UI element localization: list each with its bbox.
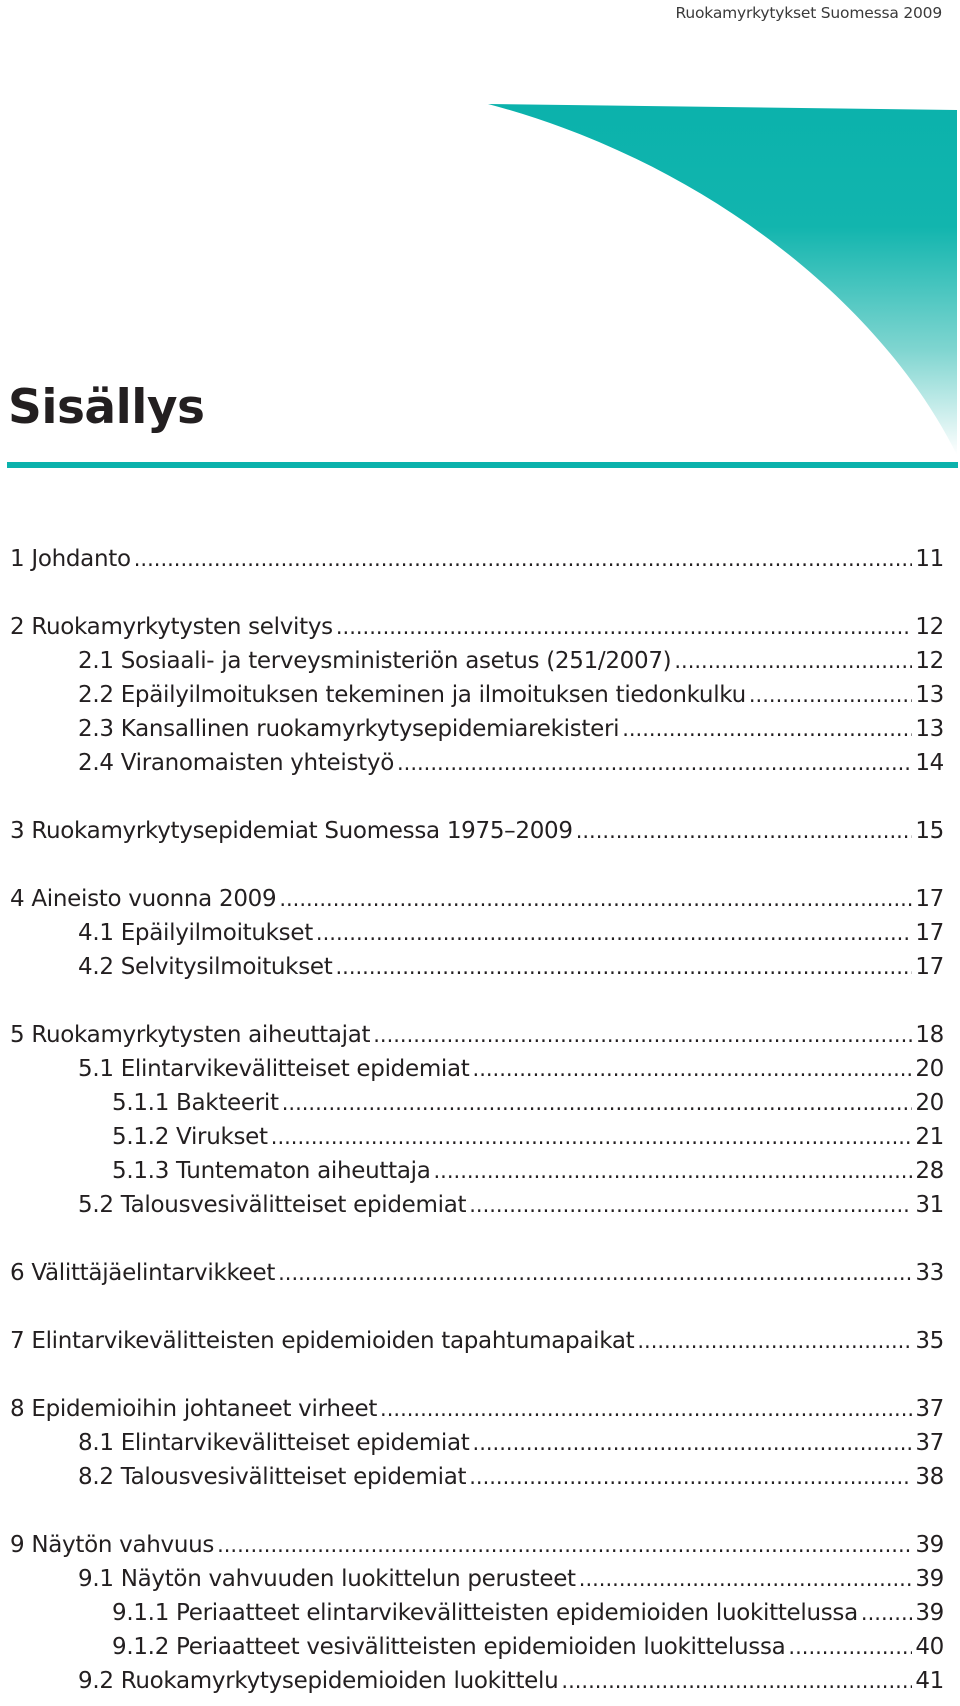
running-header: Ruokamyrkytykset Suomessa 2009	[675, 4, 942, 22]
toc-entry-label: 2.4 Viranomaisten yhteistyö	[78, 750, 394, 776]
toc-entry-page-number: 17	[915, 920, 944, 946]
dot-leader	[861, 1596, 912, 1630]
toc-entry[interactable]	[10, 1120, 944, 1154]
toc-entry-page-number: 37	[915, 1396, 944, 1422]
dot-leader	[278, 1256, 912, 1290]
dot-leader	[561, 1664, 912, 1698]
toc-entry-label: 9.2 Ruokamyrkytysepidemioiden luokittelu	[78, 1668, 559, 1694]
toc-entry[interactable]	[10, 1086, 944, 1120]
toc-entry-label: 5.1 Elintarvikevälitteiset epidemiat	[78, 1056, 470, 1082]
toc-entry-label: 5.1.3 Tuntematon aiheuttaja	[112, 1158, 431, 1184]
toc-entry-label: 4.2 Selvitysilmoitukset	[78, 954, 333, 980]
dot-leader	[579, 1562, 913, 1596]
toc-entry-page-number: 37	[915, 1430, 944, 1456]
toc-entry-page-number: 20	[915, 1056, 944, 1082]
toc-entry[interactable]	[10, 1188, 944, 1222]
dot-leader	[469, 1188, 912, 1222]
dot-leader	[397, 746, 912, 780]
dot-leader	[576, 814, 913, 848]
toc-entry-page-number: 17	[915, 886, 944, 912]
toc-entry-page-number: 17	[915, 954, 944, 980]
toc-entry-page-number: 21	[915, 1124, 944, 1150]
toc-entry[interactable]	[10, 1528, 944, 1562]
dot-leader	[134, 542, 913, 576]
toc-entry-label: 7 Elintarvikevälitteisten epidemioiden tapahtumapaikat	[10, 1328, 635, 1354]
toc-entry[interactable]	[10, 1630, 944, 1664]
dot-leader	[637, 1324, 912, 1358]
toc-entry[interactable]	[10, 1392, 944, 1426]
dot-leader	[622, 712, 912, 746]
toc-entry[interactable]	[10, 1460, 944, 1494]
toc-entry-page-number: 38	[915, 1464, 944, 1490]
toc-entry[interactable]	[10, 542, 944, 576]
toc-entry[interactable]	[10, 1426, 944, 1460]
dot-leader	[749, 678, 912, 712]
toc-entry[interactable]	[10, 1018, 944, 1052]
toc-entry-label: 5.1.1 Bakteerit	[112, 1090, 279, 1116]
toc-entry-page-number: 33	[915, 1260, 944, 1286]
dot-leader	[674, 644, 912, 678]
title-underline	[7, 462, 958, 468]
toc-entry-label: 5.2 Talousvesivälitteiset epidemiat	[78, 1192, 467, 1218]
toc-entry[interactable]	[10, 1154, 944, 1188]
toc-entry-page-number: 41	[915, 1668, 944, 1694]
dot-leader	[380, 1392, 912, 1426]
toc-entry-page-number: 39	[915, 1566, 944, 1592]
toc-entry-page-number: 12	[915, 614, 944, 640]
toc-entry-page-number: 13	[915, 682, 944, 708]
toc-entry-label: 5 Ruokamyrkytysten aiheuttajat	[10, 1022, 371, 1048]
toc-entry-label: 9.1.2 Periaatteet vesivälitteisten epidemioiden luokittelussa	[112, 1634, 786, 1660]
toc-entry[interactable]	[10, 916, 944, 950]
toc-entry[interactable]	[10, 882, 944, 916]
toc-entry[interactable]	[10, 1256, 944, 1290]
toc-entry-label: 2 Ruokamyrkytysten selvitys	[10, 614, 333, 640]
toc-entry-label: 8.1 Elintarvikevälitteiset epidemiat	[78, 1430, 470, 1456]
toc-entry-label: 9.1.1 Periaatteet elintarvikevälitteisten epidemioiden luokittelussa	[112, 1600, 858, 1626]
toc-entry-label: 8 Epidemioihin johtaneet virheet	[10, 1396, 378, 1422]
toc-entry-page-number: 39	[915, 1600, 944, 1626]
dot-leader	[473, 1052, 913, 1086]
toc-entry-page-number: 13	[915, 716, 944, 742]
dot-leader	[316, 916, 912, 950]
toc-entry[interactable]	[10, 1596, 944, 1630]
dot-leader	[217, 1528, 912, 1562]
toc-entry[interactable]	[10, 1052, 944, 1086]
toc-entry[interactable]	[10, 1324, 944, 1358]
dot-leader	[335, 950, 912, 984]
toc-entry-page-number: 14	[915, 750, 944, 776]
toc-entry-label: 5.1.2 Virukset	[112, 1124, 268, 1150]
toc-entry-label: 2.2 Epäilyilmoituksen tekeminen ja ilmoituksen tiedonkulku	[78, 682, 746, 708]
dot-leader	[473, 1426, 913, 1460]
toc-entry-label: 2.1 Sosiaali- ja terveysministeriön asetus (251/2007)	[78, 648, 672, 674]
toc-entry-page-number: 12	[915, 648, 944, 674]
toc-entry-label: 2.3 Kansallinen ruokamyrkytysepidemiarekisteri	[78, 716, 620, 742]
toc-entry[interactable]	[10, 1664, 944, 1698]
dot-leader	[271, 1120, 913, 1154]
toc-entry[interactable]	[10, 814, 944, 848]
toc-entry-page-number: 28	[915, 1158, 944, 1184]
toc-entry-label: 9.1 Näytön vahvuuden luokittelun perusteet	[78, 1566, 576, 1592]
toc-entry[interactable]	[10, 678, 944, 712]
dot-leader	[469, 1460, 912, 1494]
toc-entry-page-number: 31	[915, 1192, 944, 1218]
toc-entry-page-number: 11	[915, 546, 944, 572]
toc-entry-page-number: 35	[915, 1328, 944, 1354]
toc-entry-page-number: 39	[915, 1532, 944, 1558]
toc-entry[interactable]	[10, 644, 944, 678]
toc-entry-label: 8.2 Talousvesivälitteiset epidemiat	[78, 1464, 467, 1490]
dot-leader	[282, 1086, 913, 1120]
toc-entry-label: 4 Aineisto vuonna 2009	[10, 886, 277, 912]
table-of-contents	[10, 542, 944, 1698]
toc-entry[interactable]	[10, 746, 944, 780]
toc-entry[interactable]	[10, 712, 944, 746]
toc-entry-page-number: 20	[915, 1090, 944, 1116]
toc-entry-page-number: 15	[915, 818, 944, 844]
dot-leader	[788, 1630, 912, 1664]
toc-entry-label: 4.1 Epäilyilmoitukset	[78, 920, 313, 946]
dot-leader	[336, 610, 912, 644]
toc-entry-page-number: 40	[915, 1634, 944, 1660]
page-title: Sisällys	[8, 380, 205, 435]
dot-leader	[279, 882, 912, 916]
toc-entry[interactable]	[10, 1562, 944, 1596]
toc-entry-page-number: 18	[915, 1022, 944, 1048]
dot-leader	[434, 1154, 913, 1188]
toc-entry[interactable]	[10, 950, 944, 984]
dot-leader	[373, 1018, 912, 1052]
toc-entry[interactable]	[10, 610, 944, 644]
toc-entry-label: 6 Välittäjäelintarvikkeet	[10, 1260, 276, 1286]
toc-entry-label: 1 Johdanto	[10, 546, 131, 572]
toc-entry-label: 9 Näytön vahvuus	[10, 1532, 215, 1558]
toc-entry-label: 3 Ruokamyrkytysepidemiat Suomessa 1975–2009	[10, 818, 573, 844]
